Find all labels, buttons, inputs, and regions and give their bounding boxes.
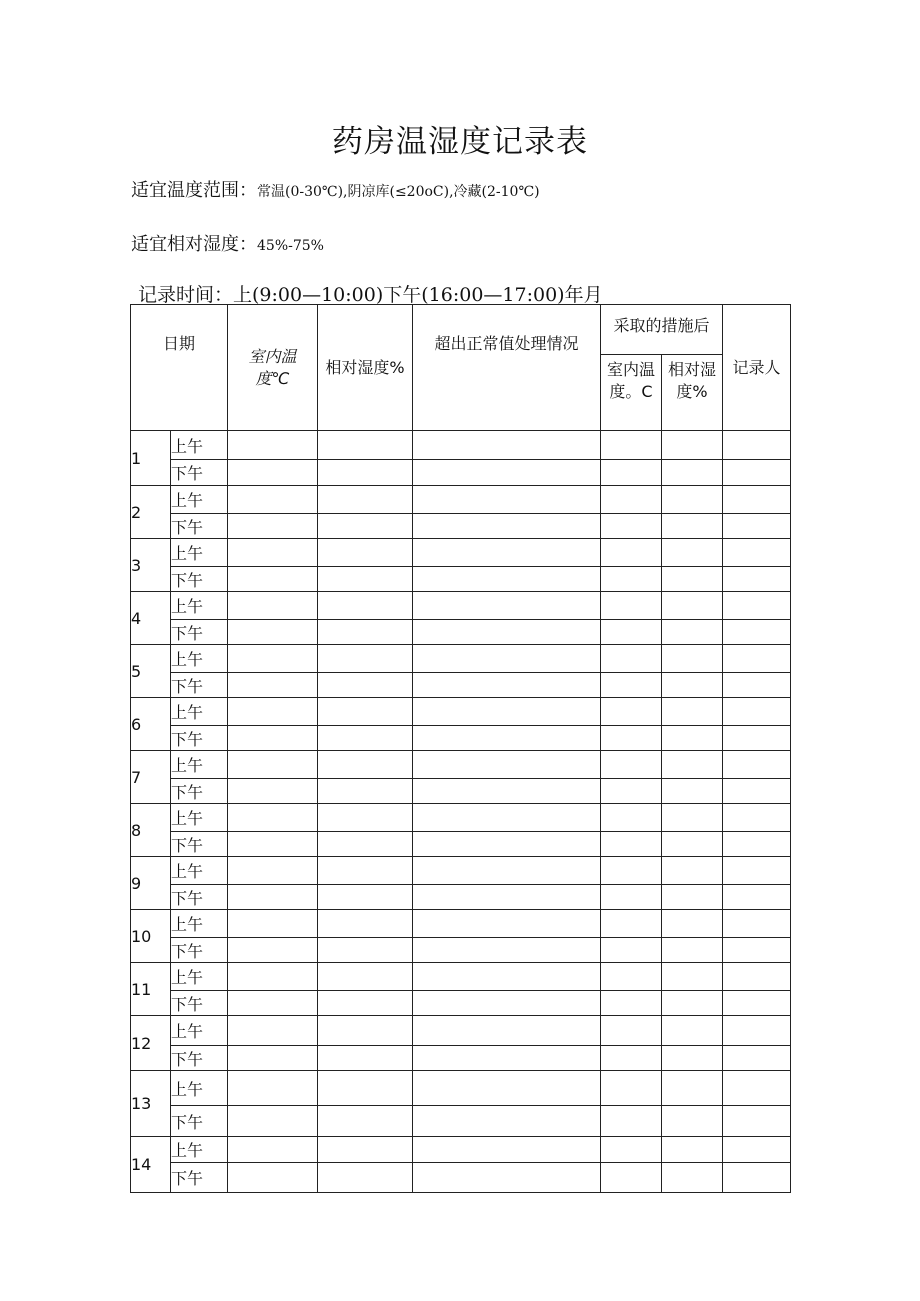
entry-cell[interactable] [318,885,413,910]
entry-cell[interactable] [318,1137,413,1163]
entry-cell[interactable] [413,539,601,567]
entry-cell[interactable] [662,1137,723,1163]
entry-cell[interactable] [723,1046,791,1071]
entry-cell[interactable] [723,938,791,963]
entry-cell[interactable] [601,431,662,460]
period-am: 上午 [171,857,228,885]
entry-cell[interactable] [723,991,791,1016]
entry-cell[interactable] [228,1137,318,1163]
entry-cell[interactable] [662,1071,723,1106]
day-number: 7 [131,751,171,804]
entry-cell[interactable] [662,1106,723,1137]
humidity-range-value: 45%-75% [257,238,324,254]
day-number: 13 [131,1071,171,1137]
table-row [131,910,791,938]
table-row [131,726,791,751]
entry-cell[interactable] [228,539,318,567]
entry-cell[interactable] [601,991,662,1016]
header-after-humidity: 相对湿度% [662,355,723,431]
entry-cell[interactable] [413,857,601,885]
day-number: 4 [131,592,171,645]
entry-cell[interactable] [228,1163,318,1193]
entry-cell[interactable] [318,460,413,486]
period-am: 上午 [171,1137,228,1163]
entry-cell[interactable] [413,1046,601,1071]
entry-cell[interactable] [723,963,791,991]
temperature-range-value: 常温(0-30℃),阴凉库(≤20oC),冷藏(2-10℃) [257,184,540,200]
entry-cell[interactable] [601,486,662,514]
entry-cell[interactable] [228,804,318,832]
entry-cell[interactable] [413,592,601,620]
entry-cell[interactable] [413,1163,601,1193]
entry-cell[interactable] [601,620,662,645]
entry-cell[interactable] [662,1046,723,1071]
entry-cell[interactable] [723,910,791,938]
entry-cell[interactable] [662,514,723,539]
entry-cell[interactable] [318,1071,413,1106]
entry-cell[interactable] [318,779,413,804]
table-row [131,1016,791,1046]
table-row [131,1106,791,1137]
day-number: 2 [131,486,171,539]
entry-cell[interactable] [601,592,662,620]
entry-cell[interactable] [228,592,318,620]
period-pm: 下午 [171,673,228,698]
period-pm: 下午 [171,885,228,910]
entry-cell[interactable] [601,539,662,567]
entry-cell[interactable] [318,645,413,673]
period-pm: 下午 [171,991,228,1016]
entry-cell[interactable] [413,751,601,779]
table-row [131,885,791,910]
entry-cell[interactable] [318,963,413,991]
entry-cell[interactable] [662,857,723,885]
entry-cell[interactable] [662,832,723,857]
table-row [131,1163,791,1193]
humidity-range-line [131,230,324,256]
entry-cell[interactable] [413,779,601,804]
entry-cell[interactable] [662,673,723,698]
table-row [131,991,791,1016]
entry-cell[interactable] [318,514,413,539]
table-row [131,645,791,673]
period-pm: 下午 [171,1046,228,1071]
header-date: 日期 [131,305,228,431]
entry-cell[interactable] [662,592,723,620]
temperature-range-line [131,176,540,202]
entry-cell[interactable] [228,567,318,592]
entry-cell[interactable] [723,804,791,832]
day-number: 10 [131,910,171,963]
entry-cell[interactable] [601,885,662,910]
header-after-temperature: 室内温度。C [601,355,662,431]
table-row [131,804,791,832]
period-pm: 下午 [171,1163,228,1193]
entry-cell[interactable] [228,726,318,751]
entry-cell[interactable] [413,431,601,460]
table-row [131,963,791,991]
entry-cell[interactable] [413,1137,601,1163]
entry-cell[interactable] [228,698,318,726]
entry-cell[interactable] [601,1106,662,1137]
entry-cell[interactable] [228,620,318,645]
entry-cell[interactable] [228,963,318,991]
table-row [131,514,791,539]
entry-cell[interactable] [723,1016,791,1046]
entry-cell[interactable] [601,779,662,804]
entry-cell[interactable] [413,1016,601,1046]
entry-cell[interactable] [413,567,601,592]
entry-cell[interactable] [723,539,791,567]
entry-cell[interactable] [228,431,318,460]
entry-cell[interactable] [601,963,662,991]
entry-cell[interactable] [318,486,413,514]
temperature-range-label: 适宜温度范围： [131,180,257,201]
entry-cell[interactable] [318,567,413,592]
entry-cell[interactable] [723,857,791,885]
entry-cell[interactable] [228,885,318,910]
day-number: 8 [131,804,171,857]
table-row [131,751,791,779]
period-am: 上午 [171,592,228,620]
table-row [131,938,791,963]
entry-cell[interactable] [228,938,318,963]
entry-cell[interactable] [662,804,723,832]
entry-cell[interactable] [601,645,662,673]
entry-cell[interactable] [318,1106,413,1137]
entry-cell[interactable] [413,963,601,991]
entry-cell[interactable] [723,645,791,673]
period-pm: 下午 [171,620,228,645]
table-row [131,1046,791,1071]
table-row [131,592,791,620]
entry-cell[interactable] [413,885,601,910]
entry-cell[interactable] [723,1106,791,1137]
period-am: 上午 [171,486,228,514]
entry-cell[interactable] [662,991,723,1016]
entry-cell[interactable] [662,620,723,645]
entry-cell[interactable] [723,431,791,460]
entry-cell[interactable] [723,1137,791,1163]
table-header [131,305,791,431]
table-row [131,1071,791,1106]
period-pm: 下午 [171,726,228,751]
entry-cell[interactable] [662,1016,723,1046]
table-row [131,857,791,885]
entry-cell[interactable] [228,514,318,539]
entry-cell[interactable] [228,857,318,885]
entry-cell[interactable] [413,726,601,751]
period-am: 上午 [171,1071,228,1106]
day-number: 3 [131,539,171,592]
entry-cell[interactable] [662,645,723,673]
entry-cell[interactable] [413,832,601,857]
entry-cell[interactable] [723,567,791,592]
entry-cell[interactable] [318,804,413,832]
entry-cell[interactable] [413,804,601,832]
entry-cell[interactable] [318,832,413,857]
entry-cell[interactable] [228,910,318,938]
entry-cell[interactable] [662,567,723,592]
header-after-measures: 采取的措施后 [601,305,723,355]
entry-cell[interactable] [318,1046,413,1071]
entry-cell[interactable] [723,460,791,486]
period-am: 上午 [171,804,228,832]
entry-cell[interactable] [601,1137,662,1163]
entry-cell[interactable] [318,592,413,620]
entry-cell[interactable] [601,567,662,592]
entry-cell[interactable] [601,514,662,539]
header-exceed-handling: 超出正常值处理情况 [413,305,601,431]
header-relative-humidity: 相对湿度% [318,305,413,431]
entry-cell[interactable] [318,938,413,963]
entry-cell[interactable] [662,779,723,804]
entry-cell[interactable] [662,963,723,991]
entry-cell[interactable] [723,832,791,857]
entry-cell[interactable] [318,431,413,460]
table-body [131,431,791,1193]
entry-cell[interactable] [228,1106,318,1137]
entry-cell[interactable] [228,460,318,486]
temperature-humidity-log-table [130,304,791,1193]
entry-cell[interactable] [601,460,662,486]
entry-cell[interactable] [662,885,723,910]
entry-cell[interactable] [723,486,791,514]
entry-cell[interactable] [228,832,318,857]
period-am: 上午 [171,698,228,726]
table-row [131,832,791,857]
table-row [131,673,791,698]
entry-cell[interactable] [662,486,723,514]
entry-cell[interactable] [723,1071,791,1106]
entry-cell[interactable] [662,726,723,751]
entry-cell[interactable] [723,620,791,645]
entry-cell[interactable] [601,1046,662,1071]
entry-cell[interactable] [723,698,791,726]
humidity-range-label: 适宜相对湿度： [131,234,257,255]
entry-cell[interactable] [413,938,601,963]
entry-cell[interactable] [601,726,662,751]
period-am: 上午 [171,645,228,673]
entry-cell[interactable] [662,539,723,567]
table-row [131,779,791,804]
entry-cell[interactable] [318,751,413,779]
day-number: 9 [131,857,171,910]
entry-cell[interactable] [228,645,318,673]
entry-cell[interactable] [723,885,791,910]
period-am: 上午 [171,1016,228,1046]
entry-cell[interactable] [413,698,601,726]
period-am: 上午 [171,751,228,779]
entry-cell[interactable] [601,910,662,938]
day-number: 1 [131,431,171,486]
period-am: 上午 [171,539,228,567]
entry-cell[interactable] [723,1163,791,1193]
entry-cell[interactable] [662,460,723,486]
entry-cell[interactable] [228,1071,318,1106]
entry-cell[interactable] [723,751,791,779]
entry-cell[interactable] [228,991,318,1016]
entry-cell[interactable] [318,539,413,567]
entry-cell[interactable] [723,779,791,804]
entry-cell[interactable] [318,1163,413,1193]
entry-cell[interactable] [662,1163,723,1193]
entry-cell[interactable] [318,673,413,698]
entry-cell[interactable] [318,620,413,645]
entry-cell[interactable] [228,1016,318,1046]
period-pm: 下午 [171,514,228,539]
entry-cell[interactable] [228,779,318,804]
day-number: 11 [131,963,171,1016]
entry-cell[interactable] [723,592,791,620]
entry-cell[interactable] [228,751,318,779]
entry-cell[interactable] [601,832,662,857]
period-pm: 下午 [171,779,228,804]
period-am: 上午 [171,431,228,460]
entry-cell[interactable] [318,910,413,938]
entry-cell[interactable] [601,1071,662,1106]
period-pm: 下午 [171,938,228,963]
entry-cell[interactable] [413,514,601,539]
entry-cell[interactable] [413,910,601,938]
day-number: 6 [131,698,171,751]
entry-cell[interactable] [601,938,662,963]
entry-cell[interactable] [601,698,662,726]
entry-cell[interactable] [723,726,791,751]
day-number: 5 [131,645,171,698]
day-number: 14 [131,1137,171,1193]
entry-cell[interactable] [601,1016,662,1046]
table-row [131,567,791,592]
entry-cell[interactable] [413,620,601,645]
entry-cell[interactable] [723,514,791,539]
day-number: 12 [131,1016,171,1071]
entry-cell[interactable] [662,751,723,779]
entry-cell[interactable] [228,673,318,698]
record-time-line: 记录时间：上(9:00—10:00)下午(16:00—17:00)年月 [138,284,603,306]
table-row [131,620,791,645]
period-pm: 下午 [171,567,228,592]
entry-cell[interactable] [723,673,791,698]
entry-cell[interactable] [601,673,662,698]
entry-cell[interactable] [318,698,413,726]
entry-cell[interactable] [318,991,413,1016]
table-row [131,460,791,486]
entry-cell[interactable] [601,804,662,832]
page-title: 药房温湿度记录表 [332,124,588,160]
entry-cell[interactable] [413,991,601,1016]
entry-cell[interactable] [601,1163,662,1193]
entry-cell[interactable] [662,431,723,460]
entry-cell[interactable] [413,486,601,514]
header-recorder: 记录人 [723,305,791,431]
entry-cell[interactable] [662,910,723,938]
period-am: 上午 [171,963,228,991]
table-row [131,1137,791,1163]
entry-cell[interactable] [318,726,413,751]
entry-cell[interactable] [601,751,662,779]
entry-cell[interactable] [228,1046,318,1071]
period-pm: 下午 [171,1106,228,1137]
entry-cell[interactable] [413,460,601,486]
table-row [131,431,791,460]
entry-cell[interactable] [413,1106,601,1137]
entry-cell[interactable] [413,645,601,673]
table-row [131,486,791,514]
period-pm: 下午 [171,460,228,486]
entry-cell[interactable] [662,938,723,963]
entry-cell[interactable] [318,1016,413,1046]
header-indoor-temperature: 室内温度℃ [228,305,318,431]
period-pm: 下午 [171,832,228,857]
entry-cell[interactable] [318,857,413,885]
entry-cell[interactable] [413,1071,601,1106]
entry-cell[interactable] [413,673,601,698]
entry-cell[interactable] [662,698,723,726]
table-row [131,539,791,567]
period-am: 上午 [171,910,228,938]
table-row [131,698,791,726]
entry-cell[interactable] [601,857,662,885]
entry-cell[interactable] [228,486,318,514]
